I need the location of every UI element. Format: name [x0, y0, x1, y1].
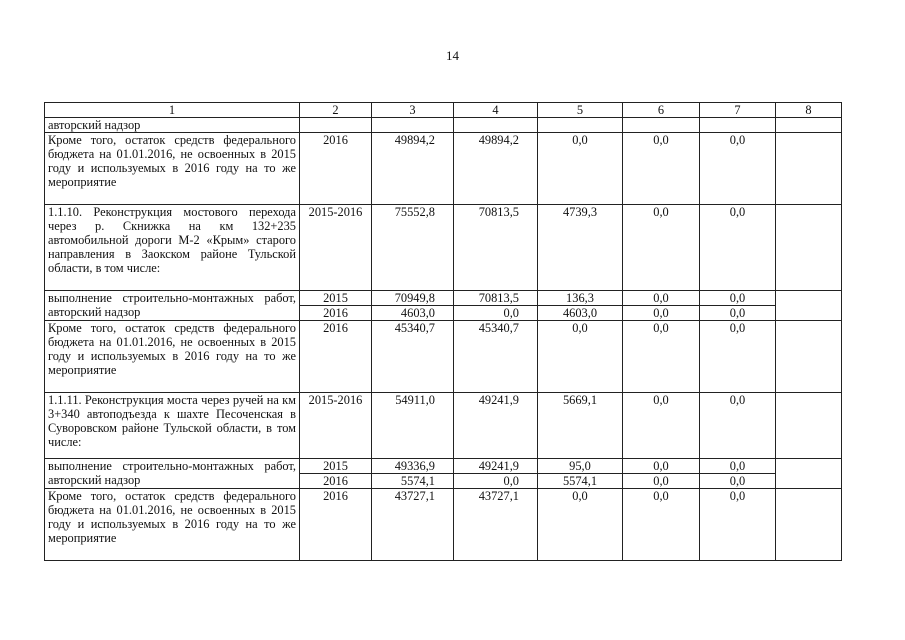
table-row [45, 459, 842, 474]
cell-col3: 49336,9 [372, 459, 454, 474]
row-year: 2016 [300, 133, 372, 205]
table-row [45, 291, 842, 306]
cell-col5: 5574,1 [538, 474, 623, 489]
cell-col5: 0,0 [538, 133, 623, 205]
cell-col6 [623, 118, 700, 133]
header-cell: 8 [776, 103, 842, 118]
cell-col4: 43727,1 [454, 489, 538, 561]
cell-col3: 75552,8 [372, 205, 454, 291]
cell-col8 [776, 291, 842, 321]
cell-col8 [776, 205, 842, 291]
cell-col3: 54911,0 [372, 393, 454, 459]
cell-col3: 49894,2 [372, 133, 454, 205]
table-row [45, 118, 842, 133]
cell-col4 [454, 118, 538, 133]
row-year: 2016 [300, 321, 372, 393]
cell-col6: 0,0 [623, 459, 700, 474]
cell-col4: 70813,5 [454, 205, 538, 291]
cell-col6: 0,0 [623, 393, 700, 459]
header-row [45, 103, 842, 118]
row-description: выполнение строительно-монтажных работ, авторский надзор [45, 291, 300, 321]
table-row [45, 321, 842, 393]
cell-col4: 0,0 [454, 474, 538, 489]
cell-col7: 0,0 [700, 321, 776, 393]
cell-col3: 5574,1 [372, 474, 454, 489]
table-row [45, 133, 842, 205]
row-description: 1.1.11. Реконструкция моста через ручей на км 3+340 автоподъезда к шахте Песоченская в Суворовском районе Тульской области, в том числе: [45, 393, 300, 459]
cell-col5: 0,0 [538, 489, 623, 561]
row-year: 2016 [300, 306, 372, 321]
cell-col8 [776, 321, 842, 393]
cell-col4: 0,0 [454, 306, 538, 321]
cell-col8 [776, 133, 842, 205]
table-row [45, 393, 842, 459]
cell-col6: 0,0 [623, 306, 700, 321]
header-cell: 2 [300, 103, 372, 118]
cell-col7: 0,0 [700, 489, 776, 561]
row-description: Кроме того, остаток средств федерального бюджета на 01.01.2016, не освоенных в 2015 году и используемых в 2016 году на то же мероприятие [45, 489, 300, 561]
row-year: 2016 [300, 474, 372, 489]
table-row [45, 205, 842, 291]
row-description: авторский надзор [45, 118, 300, 133]
header-cell: 5 [538, 103, 623, 118]
cell-col7: 0,0 [700, 393, 776, 459]
cell-col6: 0,0 [623, 474, 700, 489]
cell-col5 [538, 118, 623, 133]
page-number: 14 [446, 48, 459, 63]
cell-col6: 0,0 [623, 489, 700, 561]
header-cell: 6 [623, 103, 700, 118]
cell-col3 [372, 118, 454, 133]
header-cell: 4 [454, 103, 538, 118]
cell-col7: 0,0 [700, 306, 776, 321]
cell-col3: 45340,7 [372, 321, 454, 393]
cell-col6: 0,0 [623, 133, 700, 205]
cell-col7: 0,0 [700, 133, 776, 205]
cell-col4: 70813,5 [454, 291, 538, 306]
cell-col7: 0,0 [700, 474, 776, 489]
row-description: Кроме того, остаток средств федерального бюджета на 01.01.2016, не освоенных в 2015 году и используемых в 2016 году на то же мероприятие [45, 133, 300, 205]
cell-col4: 49241,9 [454, 459, 538, 474]
cell-col3: 4603,0 [372, 306, 454, 321]
row-description: 1.1.10. Реконструкция мостового перехода через р. Скнижка на км 132+235 автомобильной дороги М-2 «Крым» старого направления в Заокском районе Тульской области, в том числе: [45, 205, 300, 291]
cell-col3: 70949,8 [372, 291, 454, 306]
budget-table [44, 102, 842, 561]
row-description: Кроме того, остаток средств федерального бюджета на 01.01.2016, не освоенных в 2015 году и используемых в 2016 году на то же мероприятие [45, 321, 300, 393]
row-year: 2015 [300, 291, 372, 306]
cell-col4: 49241,9 [454, 393, 538, 459]
header-cell: 1 [45, 103, 300, 118]
cell-col8 [776, 393, 842, 459]
cell-col8 [776, 489, 842, 561]
header-cell: 7 [700, 103, 776, 118]
cell-col5: 0,0 [538, 321, 623, 393]
table-row [45, 489, 842, 561]
cell-col3: 43727,1 [372, 489, 454, 561]
cell-col4: 49894,2 [454, 133, 538, 205]
row-year: 2015 [300, 459, 372, 474]
row-year: 2016 [300, 489, 372, 561]
cell-col5: 5669,1 [538, 393, 623, 459]
header-cell: 3 [372, 103, 454, 118]
row-description: выполнение строительно-монтажных работ, авторский надзор [45, 459, 300, 489]
cell-col5: 4739,3 [538, 205, 623, 291]
cell-col8 [776, 118, 842, 133]
cell-col7: 0,0 [700, 205, 776, 291]
cell-col7 [700, 118, 776, 133]
cell-col7: 0,0 [700, 459, 776, 474]
cell-col6: 0,0 [623, 205, 700, 291]
cell-col5: 136,3 [538, 291, 623, 306]
row-year: 2015-2016 [300, 393, 372, 459]
cell-col6: 0,0 [623, 291, 700, 306]
cell-col8 [776, 459, 842, 489]
cell-col5: 95,0 [538, 459, 623, 474]
cell-col7: 0,0 [700, 291, 776, 306]
cell-col4: 45340,7 [454, 321, 538, 393]
cell-col6: 0,0 [623, 321, 700, 393]
row-year [300, 118, 372, 133]
row-year: 2015-2016 [300, 205, 372, 291]
cell-col5: 4603,0 [538, 306, 623, 321]
